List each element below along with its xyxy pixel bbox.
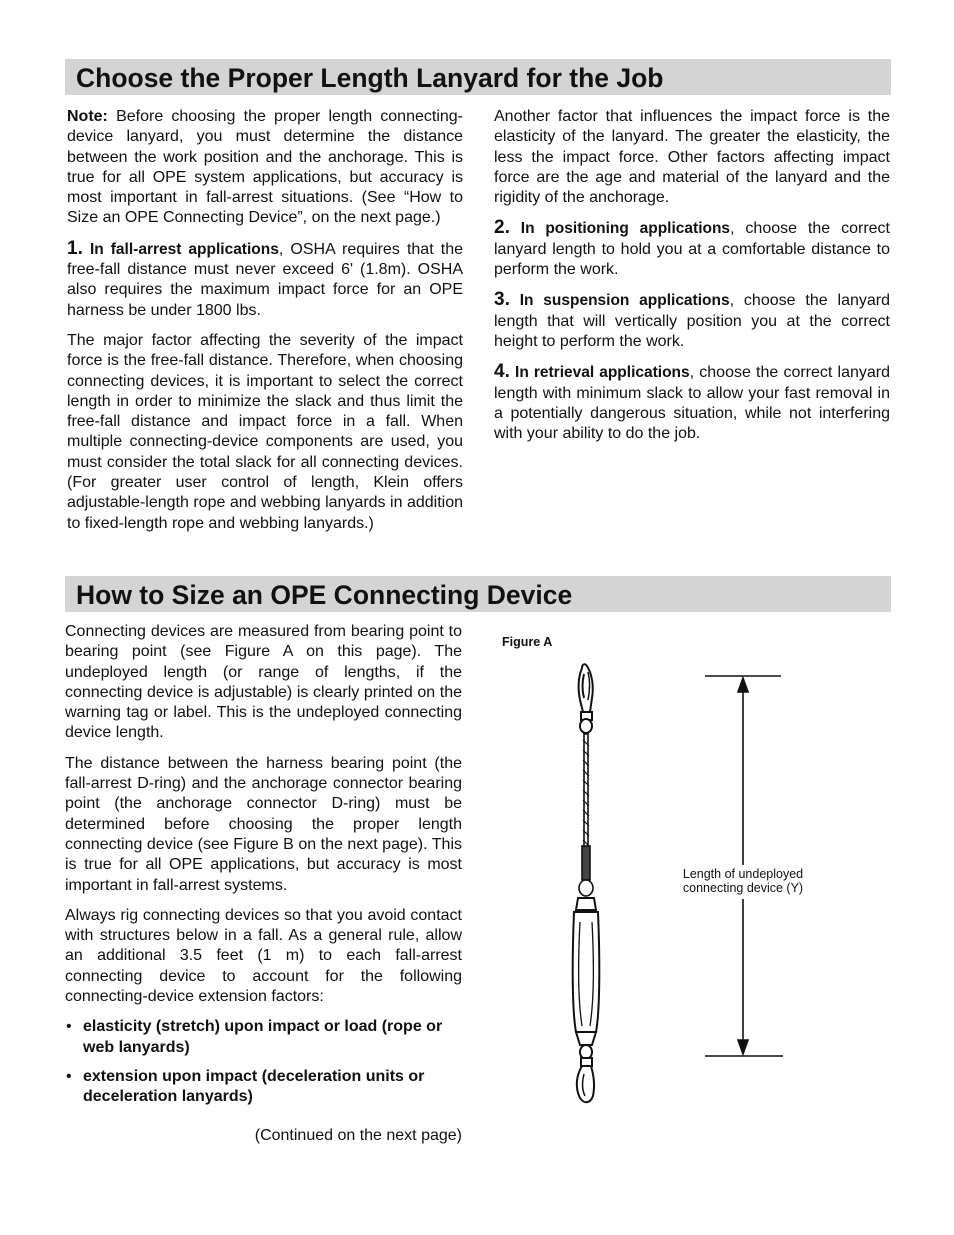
- item-fall-arrest: [67, 239, 463, 321]
- item-lead: In suspension applications: [519, 292, 730, 310]
- paragraph-another-factor: Another factor that influences the impact force is the elasticity of the lanyard. The greater the elasticity, the less the impact force. Other factors affecting impact force are the age and material of the lanyard and the rigidity of the anchorage.: [494, 108, 890, 207]
- item-lead: In retrieval applications: [515, 364, 690, 382]
- rope-icon: [579, 734, 593, 896]
- continued-note: (Continued on the next page): [254, 1126, 462, 1144]
- list-item: • elasticity (stretch) upon impact or load (rope or web lanyards): [65, 1017, 462, 1058]
- note-text: Before choosing the proper length connecting-device lanyard, you must determine the distance between the work position and the anchorage. This is true for all OPE system applications, but accuracy is most important in fall-arrest situations. (See “How to Size an OPE Connecting Device”, on the next page.): [67, 108, 463, 227]
- item-text: , OSHA requires that the free-fall distance must never exceed 6' (1.8m). OSHA also requires the maximum impact force for an OPE harness be under 1800 lbs.: [67, 240, 464, 319]
- item-lead: In fall-arrest applications: [90, 240, 279, 258]
- note-label: Note:: [67, 108, 108, 125]
- item-text: , choose the correct lanyard length to hold you at a comfortable distance to perform the work.: [494, 220, 890, 279]
- section2-left-column: [65, 622, 462, 1146]
- paragraph-rig: Always rig connecting devices so that you avoid contact with structures below in a fall. As a general rule, allow an additional 3.5 feet (1 m) to each fall-arrest connecting device to account for the following connecting-device extension factors:: [65, 906, 462, 1006]
- list-item: • extension upon impact (deceleration units or deceleration lanyards): [65, 1067, 462, 1108]
- item-number: 1.: [67, 237, 83, 259]
- item-number: 4.: [494, 361, 510, 383]
- item-suspension: [494, 290, 890, 352]
- extension-factor-list: [65, 1017, 462, 1107]
- section-title-lanyard-length: Choose the Proper Length Lanyard for the Job: [65, 59, 891, 95]
- item-number: 2.: [494, 217, 510, 239]
- dimension-label: Length of undeployed connecting device (Y): [682, 867, 804, 895]
- paragraph-distance: The distance between the harness bearing point (the fall-arrest D-ring) and the anchorage connector bearing point (the anchorage connector D-ring) must be determined before choosing the proper length connecting device (see Figure B on the next page). This is true for all OPE applications, but accuracy is most important in fall-arrest systems.: [65, 754, 462, 894]
- item-text: , choose the lanyard length that will vertically position you at the correct height to perform the work.: [494, 292, 891, 350]
- paragraph-measured: Connecting devices are measured from bearing point to bearing point (see Figure A on this page). The undeployed length (or range of lengths, if the connecting device is adjustable) is clearly printed on the warning tag or label. This is the undeployed connecting device length.: [65, 623, 462, 742]
- section1-left-column: [67, 107, 463, 544]
- item-positioning: [494, 218, 890, 280]
- item-text: , choose the correct lanyard length with minimum slack to allow your fast removal in a potentially dangerous situation, while not interfering with your ability to do the job.: [494, 364, 891, 443]
- section1-right-column: [494, 107, 890, 454]
- snap-hook-top-icon: [579, 664, 593, 733]
- figure-a-label: Figure A: [502, 635, 553, 649]
- item-number: 3.: [494, 289, 510, 311]
- item-retrieval: [494, 362, 890, 444]
- paragraph-major-factor: The major factor affecting the severity of the impact force is the free-fall distance. Therefore, when choosing connecting devices, it is important to select the correct length in order to minimize the slack and thus limit the free-fall distance and impact force in a fall. When multiple connecting-device components are used, you must consider the total slack for all connecting devices. (For greater user control of length, Klein offers adjustable-length rope and webbing lanyards in addition to fixed-length rope and webbing lanyards.): [67, 331, 463, 532]
- shock-pack-icon: [573, 898, 600, 1045]
- item-lead: In positioning applications: [520, 220, 731, 238]
- section-title-sizing: How to Size an OPE Connecting Device: [65, 576, 891, 612]
- note-paragraph: [67, 107, 463, 229]
- snap-hook-bottom-icon: [577, 1045, 594, 1102]
